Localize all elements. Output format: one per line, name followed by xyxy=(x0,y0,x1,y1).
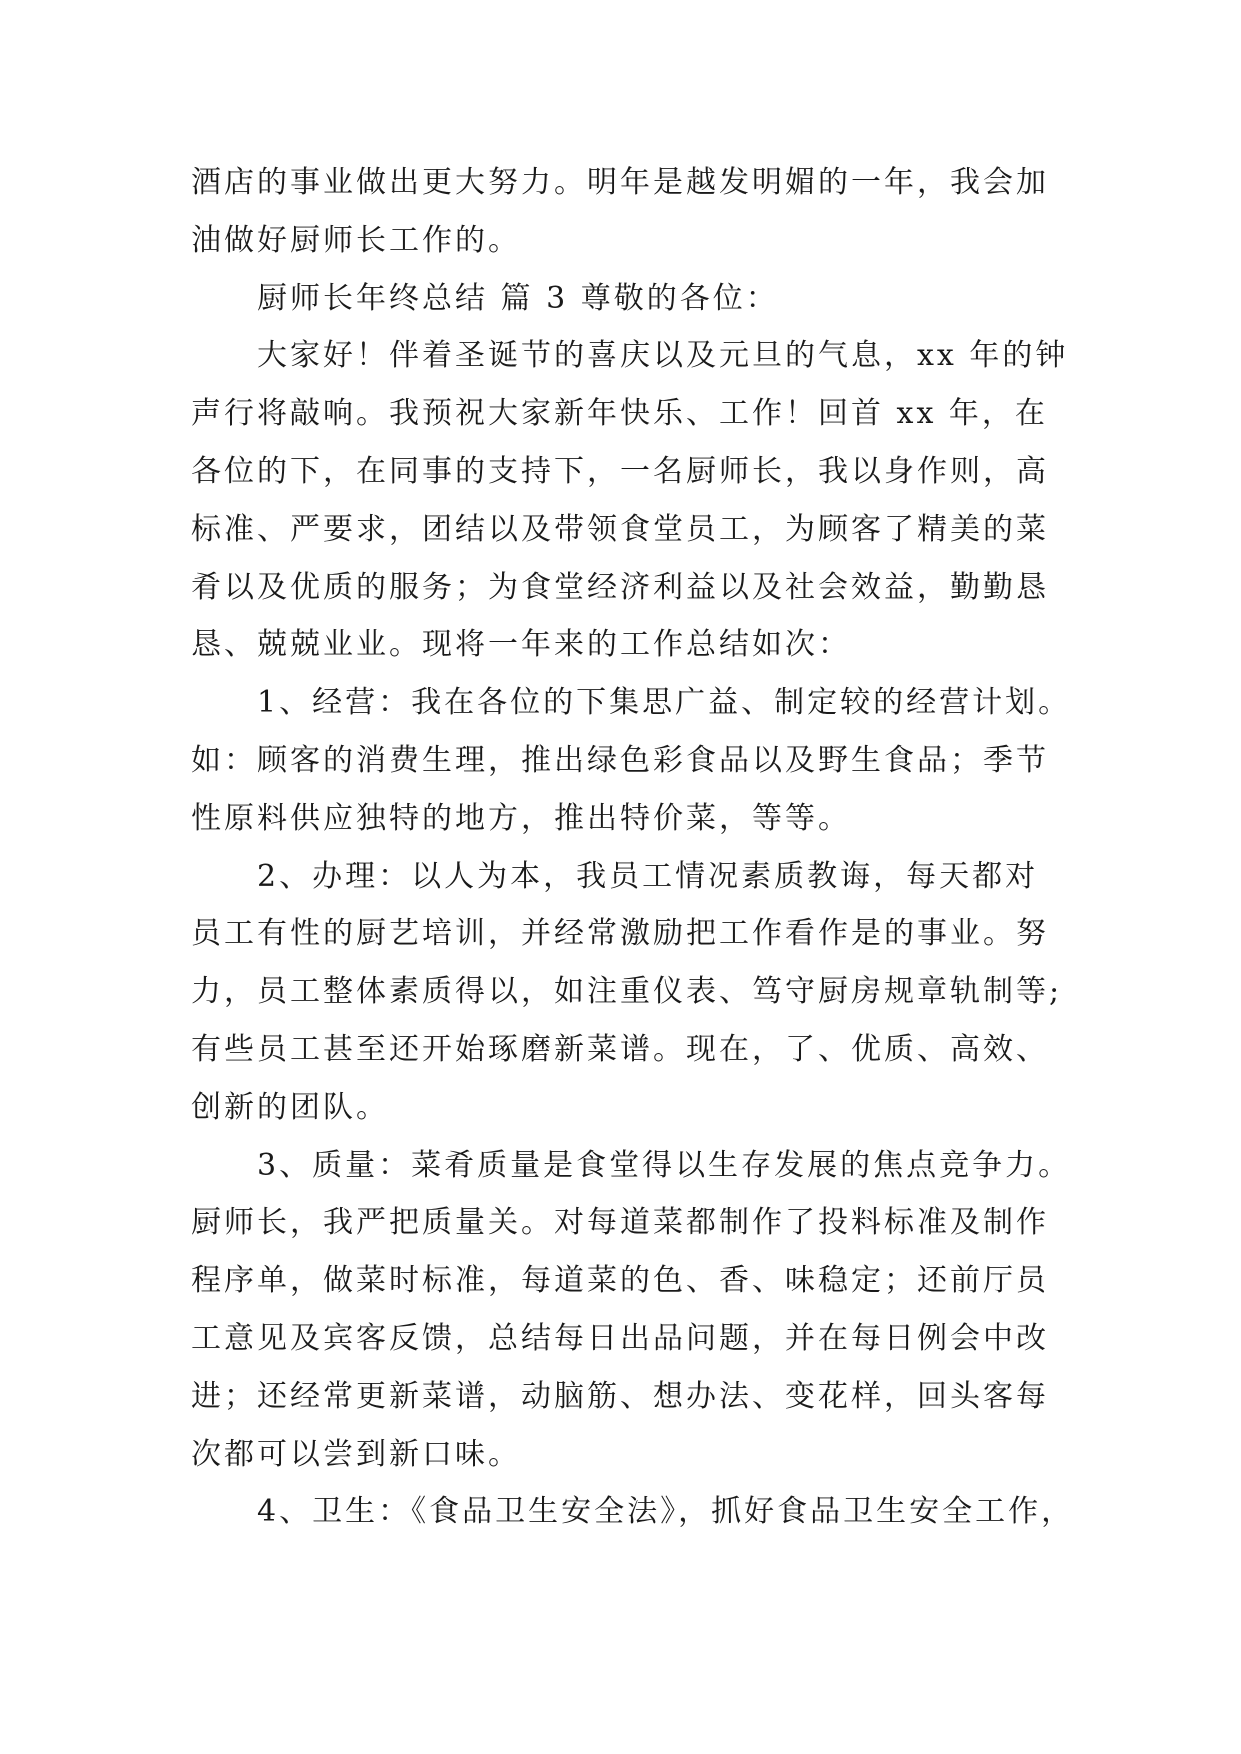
text-line: 3、质量：菜肴质量是食堂得以生存发展的焦点竞争力。 xyxy=(257,1147,1072,1183)
document-body xyxy=(191,154,1075,1541)
text-line: 次都可以尝到新口味。 xyxy=(191,1436,521,1472)
text-line: 员工有性的厨艺培训，并经常激励把工作看作是的事业。努 xyxy=(191,916,1049,952)
text-line: 进；还经常更新菜谱，动脑筋、想办法、变花样，回头客每 xyxy=(191,1378,1049,1414)
text-line: 1、经营：我在各位的下集思广益、制定较的经营计划。 xyxy=(257,685,1072,721)
text-line: 恳、兢兢业业。现将一年来的工作总结如次： xyxy=(191,627,851,663)
text-line: 标准、严要求，团结以及带领食堂员工，为顾客了精美的菜 xyxy=(191,511,1049,547)
text-line: 各位的下，在同事的支持下，一名厨师长，我以身作则，高 xyxy=(191,453,1049,489)
text-line: 肴以及优质的服务；为食堂经济利益以及社会效益，勤勤恳 xyxy=(191,569,1049,605)
text-line: 声行将敲响。我预祝大家新年快乐、工作！回首 xx 年，在 xyxy=(191,396,1048,432)
text-line: 厨师长年终总结 篇 3 尊敬的各位： xyxy=(257,280,779,316)
text-line: 有些员工甚至还开始琢磨新菜谱。现在，了、优质、高效、 xyxy=(191,1031,1049,1067)
text-line: 工意见及宾客反馈，总结每日出品问题，并在每日例会中改 xyxy=(191,1320,1049,1356)
text-line: 酒店的事业做出更大努力。明年是越发明媚的一年，我会加 xyxy=(191,165,1049,200)
text-line: 4、卫生：《食品卫生安全法》，抓好食品卫生安全工作， xyxy=(257,1494,1075,1530)
text-line: 油做好厨师长工作的。 xyxy=(191,222,521,258)
text-line: 力，员工整体素质得以，如注重仪表、笃守厨房规章轨制等; xyxy=(191,974,1063,1010)
text-line: 创新的团队。 xyxy=(191,1089,389,1125)
text-line: 2、办理：以人为本，我员工情况素质教诲，每天都对 xyxy=(257,858,1039,894)
text-line: 厨师长，我严把质量关。对每道菜都制作了投料标准及制作 xyxy=(191,1205,1049,1241)
text-line: 如：顾客的消费生理，推出绿色彩食品以及野生食品；季节 xyxy=(191,742,1049,778)
text-line: 程序单，做菜时标准，每道菜的色、香、味稳定；还前厅员 xyxy=(191,1263,1049,1299)
text-line: 大家好！伴着圣诞节的喜庆以及元旦的气息，xx 年的钟 xyxy=(257,338,1069,374)
text-line: 性原料供应独特的地方，推出特价菜，等等。 xyxy=(191,800,851,836)
